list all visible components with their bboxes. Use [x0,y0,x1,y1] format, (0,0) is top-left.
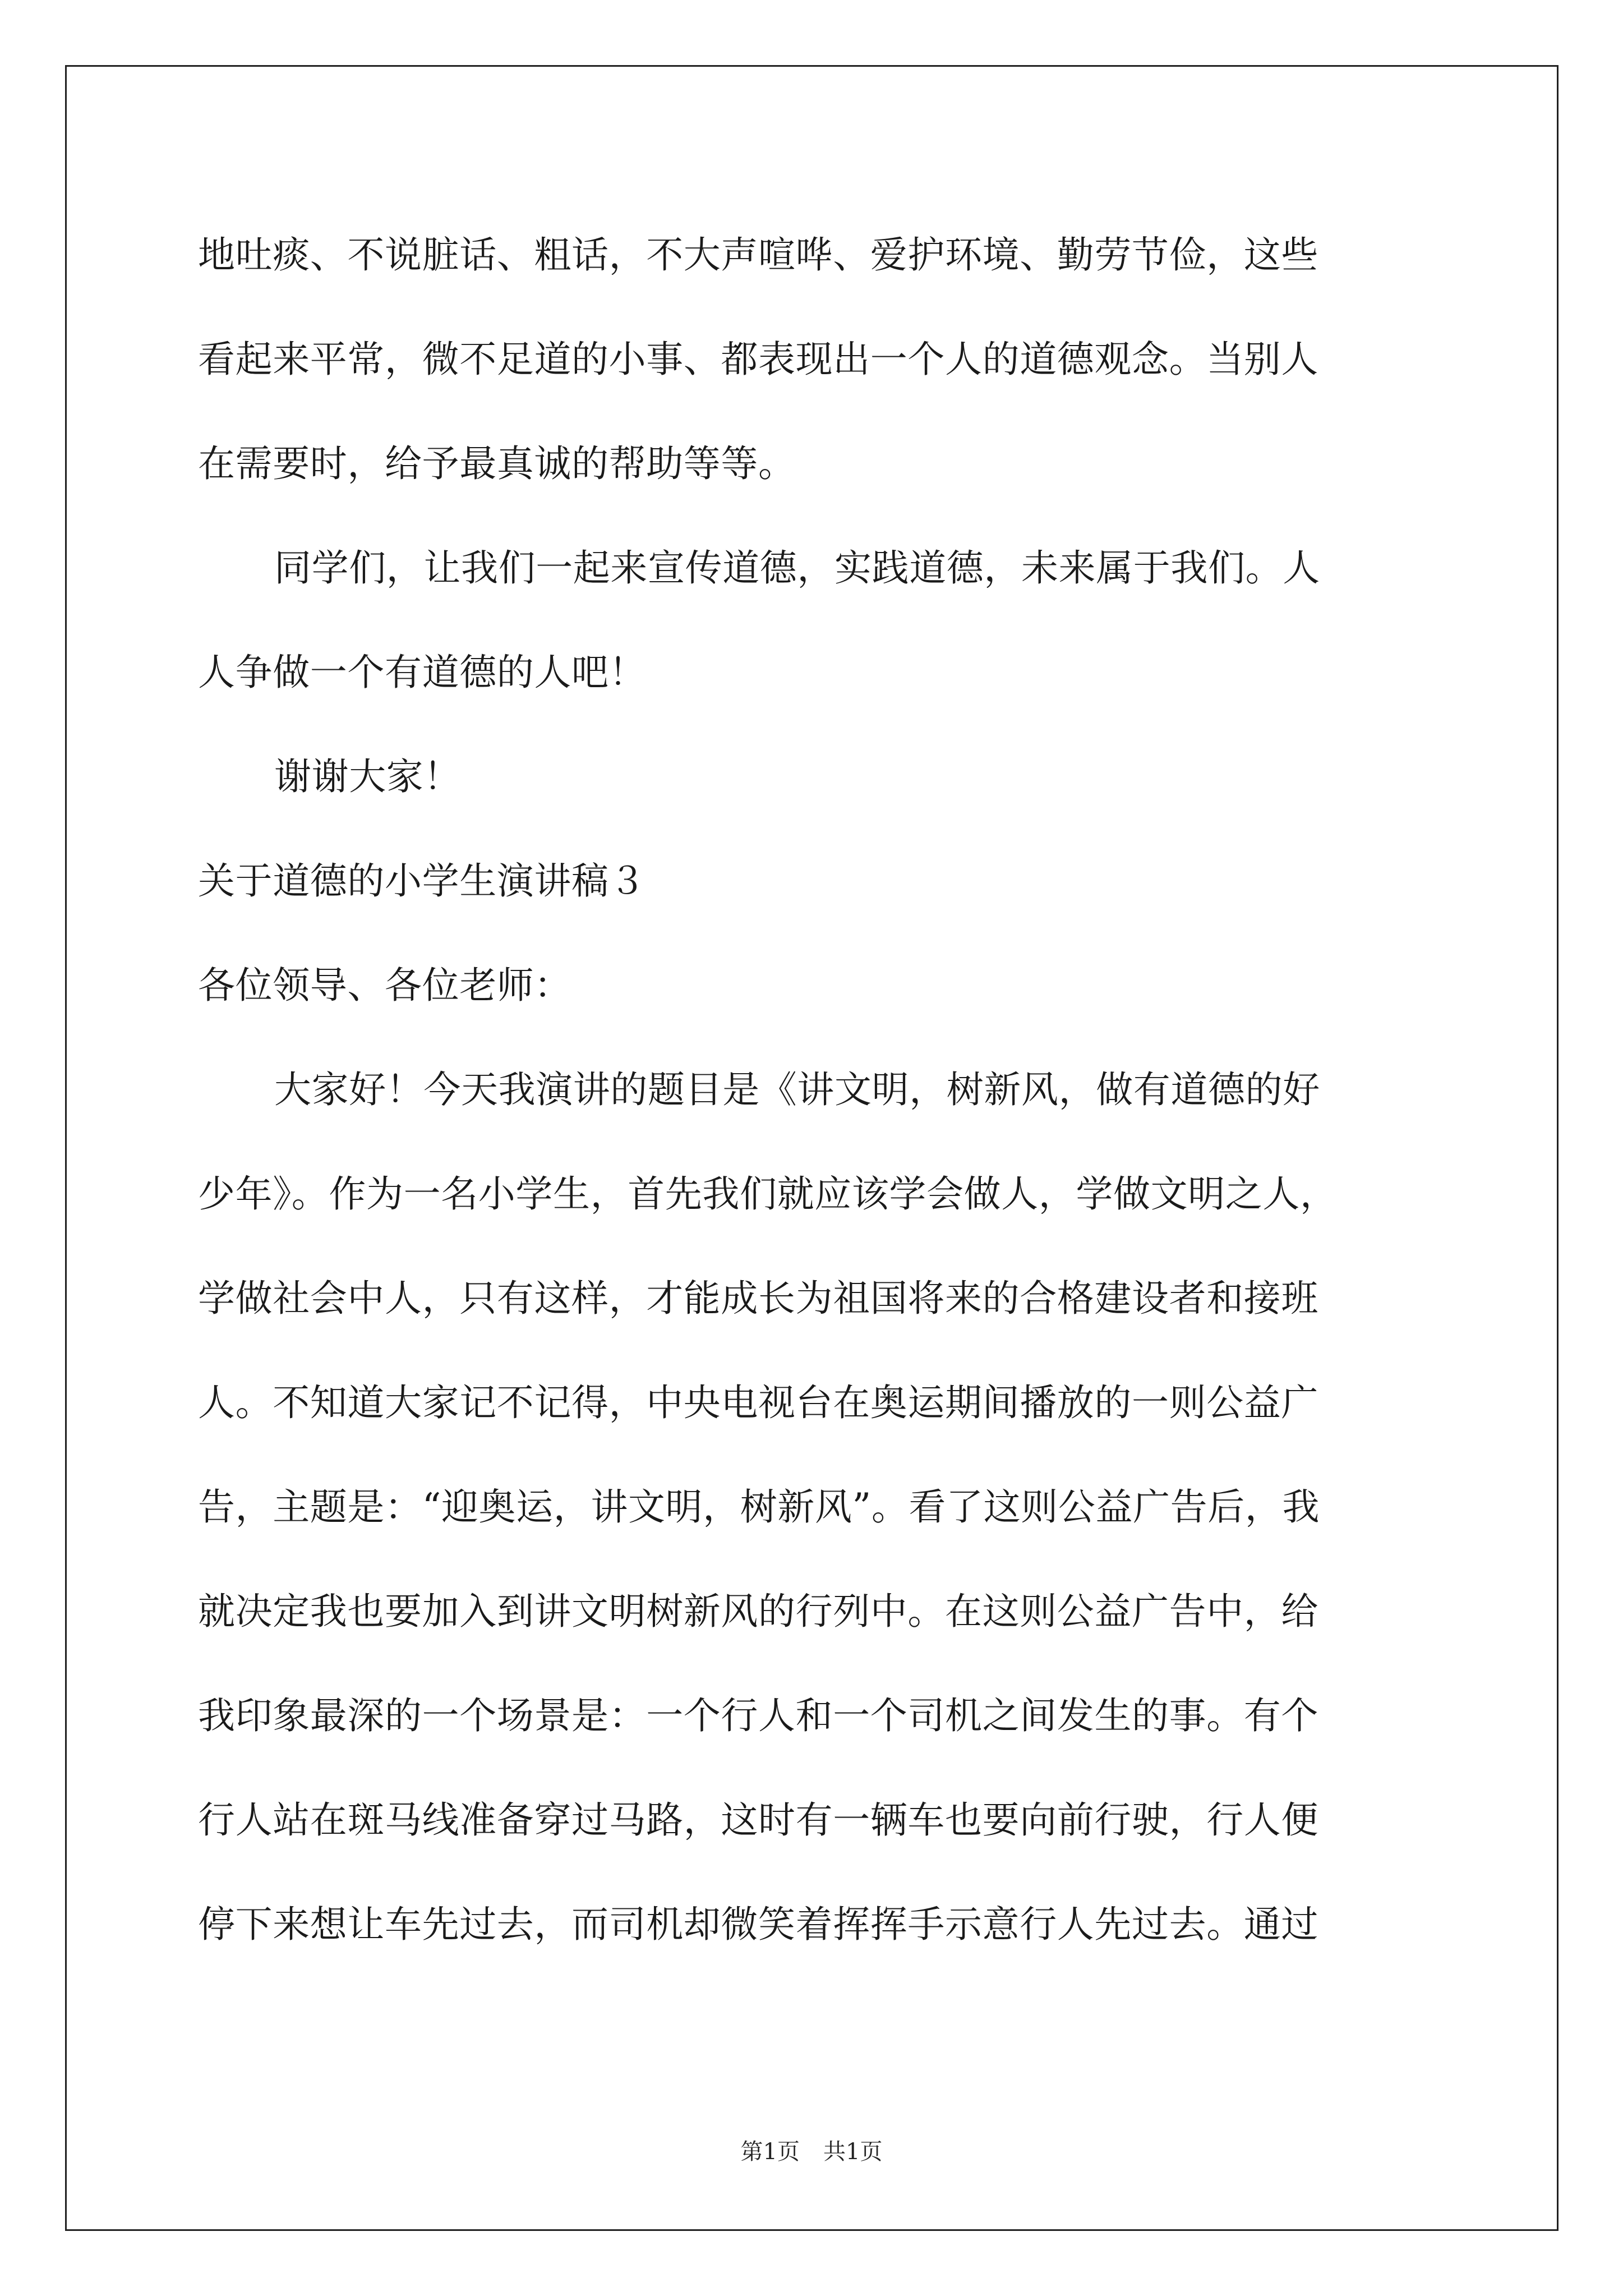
paragraph-line: 地吐痰、不说脏话、粗话，不大声喧哗、爱护环境、勤劳节俭，这些 [198,233,1318,277]
paragraph-line: 大家好！今天我演讲的题目是《讲文明，树新风，做有道德的好 [274,1068,1320,1111]
paragraph-line: 谢谢大家！ [274,755,461,798]
paragraph-line: 在需要时，给予最真诚的帮助等等。 [198,442,796,485]
paragraph-line: 学做社会中人，只有这样，才能成长为祖国将来的合格建设者和接班 [198,1277,1318,1320]
paragraph-line: 看起来平常，微不足道的小事、都表现出一个人的道德观念。当别人 [198,338,1318,381]
paragraph-line: 人。不知道大家记不记得，中央电视台在奥运期间播放的一则公益广 [198,1381,1318,1424]
page-number-total: 共1页 [823,2139,883,2165]
paragraph-line: 就决定我也要加入到讲文明树新风的行列中。在这则公益广告中，给 [198,1590,1318,1633]
page-footer [0,2135,1623,2169]
section-heading: 关于道德的小学生演讲稿３ [198,859,647,903]
paragraph-line: 同学们，让我们一起来宣传道德，实践道德，未来属于我们。人 [274,546,1320,590]
paragraph-line: 告，主题是：“迎奥运，讲文明，树新风”。看了这则公益广告后，我 [198,1485,1320,1529]
paragraph-line: 少年》。作为一名小学生，首先我们就应该学会做人，学做文明之人， [198,1172,1338,1216]
paragraph-line: 人争做一个有道德的人吧！ [198,651,647,694]
paragraph-line: 停下来想让车先过去，而司机却微笑着挥挥手示意行人先过去。通过 [198,1903,1318,1946]
page-number-current: 第1页 [740,2139,800,2165]
paragraph-line: 我印象最深的一个场景是：一个行人和一个司机之间发生的事。有个 [198,1694,1318,1737]
paragraph-line: 行人站在斑马线准备穿过马路，这时有一辆车也要向前行驶，行人便 [198,1798,1318,1842]
salutation: 各位领导、各位老师： [198,964,571,1007]
